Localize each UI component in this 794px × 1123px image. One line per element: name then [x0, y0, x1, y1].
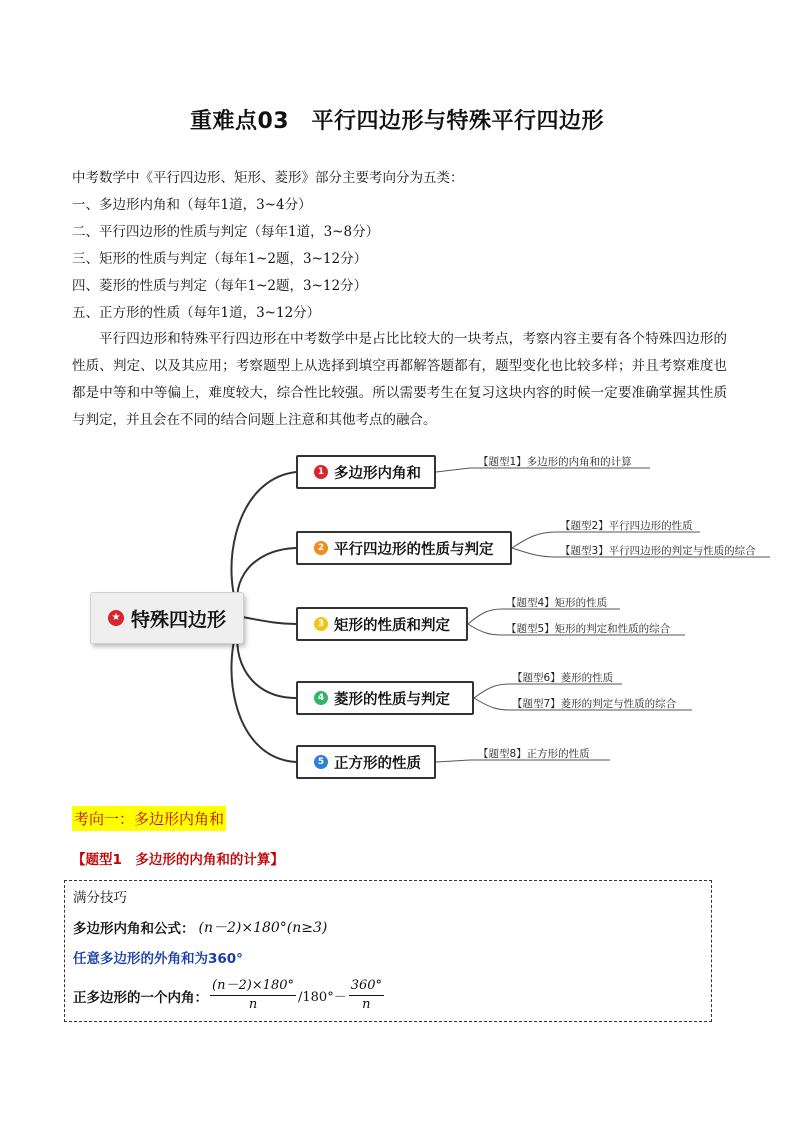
fraction-exterior: [349, 977, 384, 1014]
number-badge-icon: 4: [314, 691, 328, 705]
tips-title: 满分技巧: [73, 890, 127, 906]
leaf-type-2: 【题型2】平行四边形的性质: [560, 520, 693, 532]
intro-item: 四、菱形的性质与判定（每年1~2题，3~12分）: [72, 278, 368, 294]
exterior-angle-row: 任意多边形的外角和为360°: [73, 951, 243, 967]
interior-angle-formula-row: [73, 917, 327, 937]
number-badge-icon: 2: [314, 541, 328, 555]
mind-map: [0, 440, 794, 790]
number-badge-icon: 3: [314, 617, 328, 631]
regular-label: 正多边形的一个内角：: [73, 989, 208, 1006]
connector-branch-3: [242, 617, 296, 624]
intro-paragraph: 平行四边形和特殊平行四边形在中考数学中是占比比较大的一块考点，考察内容主要有各个特殊四边形的性质、判定、以及其应用；考察题型上从选择到填空再都解答题都有，题型变化也比较多样；并且考察难度也都是中等和中等偏上，难度较大，综合性比较强。所以需要考生在复习这块内容的时候一定要准确掌握其性质与判定，并且会在不同的结合问题上注意和其他考点的融合。: [72, 331, 727, 428]
branch-rectangle: [296, 607, 468, 641]
formula-middle: /180°－: [298, 990, 347, 1005]
page-title: 重难点03 平行四边形与特殊平行四边形: [189, 109, 605, 134]
leaf-type-8: 【题型8】正方形的性质: [478, 748, 590, 760]
interior-formula: (n－2)×180°(n≥3): [198, 920, 328, 936]
interior-label: 多边形内角和公式：: [73, 921, 195, 937]
mind-map-root: [90, 592, 244, 644]
number-badge-icon: 5: [314, 755, 328, 769]
intro-item: 五、正方形的性质（每年1道，3~12分）: [72, 305, 321, 321]
branch-label: 平行四边形的性质与判定: [334, 541, 494, 558]
branch-label: 菱形的性质与判定: [334, 691, 450, 708]
leaf-type-7: 【题型7】菱形的判定与性质的综合: [512, 698, 677, 710]
branch-polygon-angles: [296, 455, 436, 489]
intro-lead: 中考数学中《平行四边形、矩形、菱形》部分主要考向分为五类：: [72, 170, 464, 186]
question-type-heading: 【题型1 多边形的内角和的计算】: [72, 852, 284, 868]
tips-box: [64, 880, 712, 1022]
fraction-interior: [210, 977, 296, 1014]
leaf-type-6: 【题型6】菱形的性质: [512, 672, 614, 684]
fraction-denominator: n: [248, 997, 258, 1012]
number-badge-icon: 1: [314, 465, 328, 479]
star-icon: ★: [108, 610, 124, 626]
fraction-denominator: n: [362, 997, 371, 1012]
connector-branch-4: [237, 617, 296, 698]
section-heading: 考向一：多边形内角和: [72, 806, 226, 831]
branch-label: 矩形的性质和判定: [334, 617, 450, 634]
fraction-numerator: (n－2)×180°: [210, 977, 296, 996]
branch-label: 多边形内角和: [334, 465, 421, 482]
intro-item: 一、多边形内角和（每年1道，3~4分）: [72, 197, 312, 213]
intro-item: 三、矩形的性质与判定（每年1~2题，3~12分）: [72, 251, 368, 267]
root-label: 特殊四边形: [130, 608, 226, 631]
leaf-type-3: 【题型3】平行四边形的判定与性质的综合: [560, 545, 756, 557]
intro-item: 二、平行四边形的性质与判定（每年1道，3~8分）: [72, 224, 380, 240]
leaf-type-1: 【题型1】多边形的内角和的计算: [478, 456, 632, 468]
branch-square: [296, 745, 436, 779]
regular-polygon-angle-row: [73, 977, 386, 1014]
leaf-type-4: 【题型4】矩形的性质: [506, 597, 608, 609]
connector-branch-2: [237, 548, 296, 617]
fraction-numerator: 360°: [349, 977, 384, 996]
branch-rhombus: [296, 681, 474, 715]
branch-label: 正方形的性质: [334, 755, 421, 772]
leaf-type-5: 【题型5】矩形的判定和性质的综合: [506, 623, 671, 635]
intro-section: [72, 168, 727, 434]
branch-parallelogram: [296, 531, 512, 565]
